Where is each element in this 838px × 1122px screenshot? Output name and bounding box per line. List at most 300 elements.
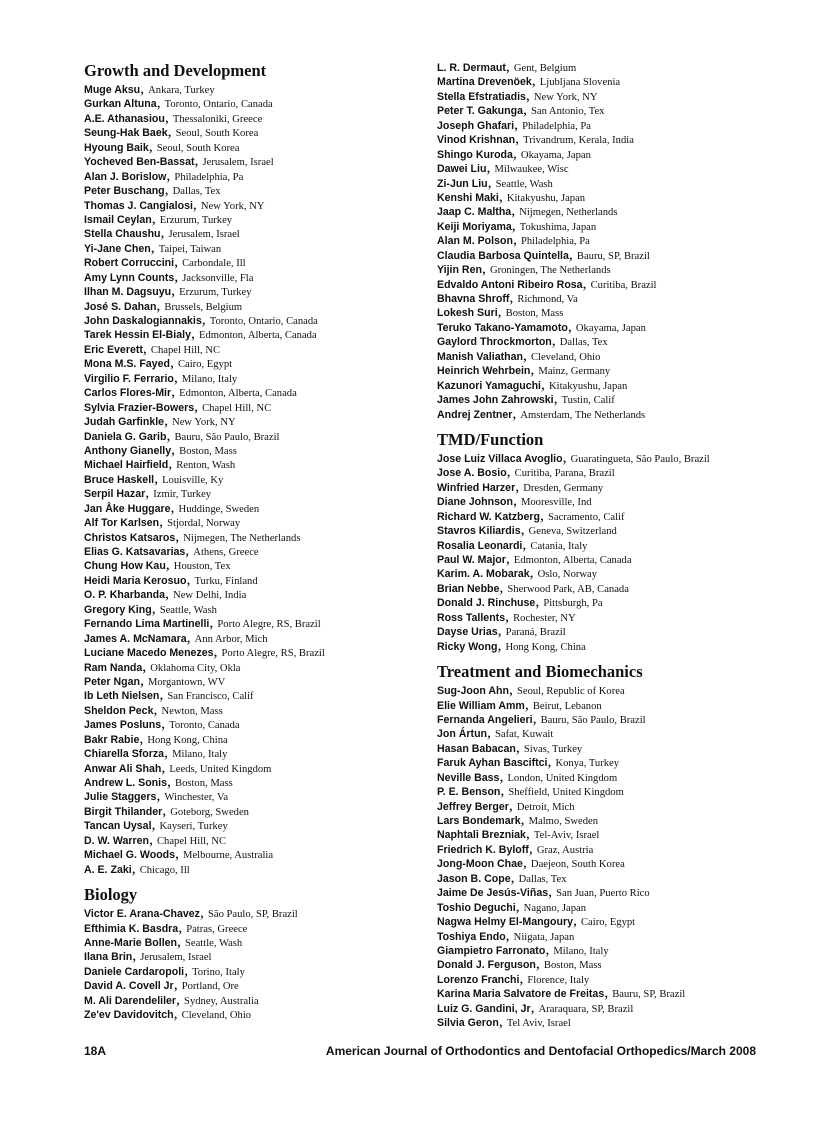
reviewer-location: Sacramento, Calif [548, 511, 625, 523]
reviewer-location: Toronto, Ontario, Canada [164, 99, 273, 111]
reviewer-entry: Jeffrey Berger, Detroit, Mich [437, 796, 575, 814]
reviewer-entry: Elie William Amm, Beirut, Lebanon [437, 695, 602, 713]
reviewer-name: Faruk Ayhan Basciftci [437, 757, 548, 770]
reviewer-entry: David A. Covell Jr, Portland, Ore [84, 976, 239, 994]
reviewer-name: Anthony Gianelly [84, 444, 172, 457]
reviewer-location: Detroit, Mich [516, 801, 575, 813]
reviewer-name: Teruko Takano-Yamamoto [437, 321, 568, 334]
reviewer-location: Milano, Italy [553, 945, 609, 957]
reviewer-location: Seattle, Wash [159, 604, 217, 616]
reviewer-name: Gaylord Throckmorton [437, 336, 552, 349]
reviewer-entry: A.E. Athanasiou, Thessaloniki, Greece [84, 108, 263, 126]
reviewer-name: Fernanda Angelieri [437, 713, 533, 726]
reviewer-name: Chiarella Sforza [84, 748, 165, 761]
reviewer-location: Melbourne, Australia [183, 850, 274, 862]
section-heading: Treatment and Biomechanics [437, 662, 643, 682]
reviewer-entry: Heidi Maria Kerosuo, Turku, Finland [84, 570, 258, 588]
reviewer-location: Bauru, São Paulo, Brazil [174, 431, 280, 443]
reviewer-name: Stella Chaushu [84, 228, 161, 241]
reviewer-location: Sivas, Turkey [523, 743, 583, 755]
reviewer-name: Richard W. Katzberg [437, 510, 541, 523]
reviewer-location: Boston, Mass [175, 778, 233, 789]
reviewer-name: Christos Katsaros [84, 531, 176, 544]
reviewer-name: Tancan Uysal [84, 820, 152, 833]
reviewer-name: Bakr Rabie [84, 733, 140, 746]
reviewer-location: Newton, Mass [161, 705, 223, 717]
reviewer-name: Edvaldo Antoni Ribeiro Rosa [437, 278, 583, 291]
reviewer-name: James John Zahrowski [437, 394, 554, 407]
reviewer-location: Renton, Wash [176, 460, 236, 472]
reviewer-name: O. P. Kharbanda [84, 589, 166, 602]
reviewer-entry: Winfried Harzer, Dresden, Germany [437, 477, 604, 495]
reviewer-entry: Jose A. Bosio, Curitiba, Parana, Brazil [437, 463, 615, 481]
reviewer-name: Silvia Geron [437, 1017, 499, 1030]
reviewer-location: Stjordal, Norway [167, 518, 241, 530]
reviewer-entry: Sylvia Frazier-Bowers, Chapel Hill, NC [84, 397, 272, 415]
reviewer-entry: Muge Aksu, Ankara, Turkey [84, 80, 215, 97]
reviewer-location: Okayama, Japan [520, 149, 591, 161]
reviewer-location: Jacksonville, Fla [182, 272, 254, 284]
reviewer-name: Victor E. Arana-Chavez [84, 908, 200, 921]
reviewer-entry: Julie Staggers, Winchester, Va [84, 787, 229, 805]
reviewer-location: Curitiba, Parana, Brazil [514, 468, 615, 480]
reviewer-location: Erzurum, Turkey [179, 287, 252, 299]
reviewer-entry: Alf Tor Karlsen, Stjordal, Norway [84, 513, 241, 531]
reviewer-entry: Lars Bondemark, Malmo, Sweden [437, 811, 599, 828]
reviewer-entry: Christos Katsaros, Nijmegen, The Netherlands [84, 527, 301, 545]
reviewer-entry: Andrew L. Sonis, Boston, Mass [84, 773, 233, 790]
reviewer-entry: Zi-Jun Liu, Seattle, Wash [437, 173, 553, 191]
reviewer-location: Chicago, Ill [139, 864, 190, 876]
section-continued [437, 60, 787, 421]
reviewer-name: M. Ali Darendeliler [84, 994, 177, 1007]
reviewer-entry: Sug-Joon Ahn, Seoul, Republic of Korea [437, 681, 625, 699]
reviewer-name: Jose Luiz Villaca Avoglio [437, 452, 563, 465]
reviewer-entry: Friedrich K. Byloff, Graz, Austria [437, 839, 594, 857]
reviewer-location: Daejeon, South Korea [530, 859, 625, 871]
reviewer-name: Stella Efstratiadis [437, 90, 526, 103]
reviewer-location: Brussels, Belgium [164, 301, 243, 313]
reviewer-name: Hyoung Baik [84, 141, 149, 154]
reviewer-location: Turku, Finland [194, 575, 258, 587]
reviewer-entry: Gregory King, Seattle, Wash [84, 599, 217, 617]
reviewer-entry: Jon Ártun, Safat, Kuwait [437, 724, 554, 742]
reviewer-location: Seoul, South Korea [156, 142, 240, 154]
reviewer-name: Jaap C. Maltha [437, 206, 512, 219]
reviewer-location: San Francisco, Calif [167, 691, 254, 703]
journal-citation: American Journal of Orthodontics and Dentofacial Orthopedics/March 2008 [325, 1044, 756, 1058]
reviewer-entry: Anwar Ali Shah, Leeds, United Kingdom [84, 758, 272, 776]
reviewer-location: Boston, Mass [505, 308, 564, 320]
reviewer-location: Nijmegen, The Netherlands [183, 532, 301, 544]
reviewer-entry: Karim. A. Mobarak, Oslo, Norway [437, 564, 598, 582]
reviewer-location: Oslo, Norway [537, 569, 598, 581]
reviewer-entry: A. E. Zaki, Chicago, Ill [84, 859, 190, 877]
reviewer-location: Boston, Mass [543, 960, 602, 972]
reviewer-name: Diane Johnson [437, 496, 513, 509]
reviewer-location: Porto Alegre, RS, Brazil [217, 619, 321, 631]
reviewer-entry: Hasan Babacan, Sivas, Turkey [437, 738, 583, 756]
reviewer-name: Jan Åke Huggare [84, 502, 171, 515]
reviewer-name: Dawei Liu [437, 163, 487, 176]
reviewer-location: Milano, Italy [172, 749, 228, 761]
reviewer-entry: Luiz G. Gandini, Jr, Araraquara, SP, Brazil [437, 998, 634, 1016]
reviewer-location: Houston, Tex [173, 561, 231, 573]
reviewer-location: Kitakyushu, Japan [549, 380, 628, 392]
reviewer-location: Athens, Greece [193, 547, 259, 558]
reviewer-entry: Chiarella Sforza, Milano, Italy [84, 744, 228, 762]
reviewer-entry: Peter Ngan, Morgantown, WV [84, 671, 226, 689]
reviewer-name: Sug-Joon Ahn [437, 685, 509, 698]
reviewer-name: Winfried Harzer [437, 481, 516, 494]
reviewer-location: Portland, Ore [181, 981, 239, 993]
reviewer-location: Patras, Greece [186, 923, 248, 935]
reviewer-name: Lokesh Suri [437, 307, 498, 320]
reviewer-name: Seung-Hak Baek [84, 127, 168, 140]
reviewer-name: John Daskalogiannakis [84, 315, 202, 327]
reviewer-entry: Luciane Macedo Menezes, Porto Alegre, RS, Brazil [84, 643, 325, 661]
reviewer-location: Niigata, Japan [513, 931, 575, 943]
reviewer-name: Julie Staggers [84, 791, 157, 804]
reviewer-entry: Ismail Ceylan, Erzurum, Turkey [84, 209, 233, 227]
reviewer-location: Chapel Hill, NC [156, 835, 227, 847]
reviewer-entry: Dayse Urias, Paraná, Brazil [437, 622, 566, 640]
reviewer-location: Bauru, SP, Brazil [612, 989, 686, 1001]
reviewer-location: Thessaloniki, Greece [172, 113, 263, 125]
reviewer-location: Tel Aviv, Israel [506, 1018, 571, 1030]
reviewer-entry: Birgit Thilander, Goteborg, Sweden [84, 801, 249, 819]
reviewer-location: Philadelphia, Pa [174, 171, 244, 183]
reviewer-entry: Seung-Hak Baek, Seoul, South Korea [84, 123, 259, 141]
reviewer-entry: Stavros Kiliardis, Geneva, Switzerland [437, 521, 617, 539]
reviewer-entry: Donald J. Ferguson, Boston, Mass [437, 955, 602, 973]
reviewer-name: Dayse Urias [437, 626, 498, 639]
reviewer-location: Toronto, Canada [169, 720, 240, 732]
reviewer-entry: Michael G. Woods, Melbourne, Australia [84, 845, 274, 863]
reviewer-location: Cairo, Egypt [580, 917, 636, 929]
reviewer-location: Kitakyushu, Japan [506, 192, 586, 204]
reviewer-location: Dallas, Tex [172, 186, 221, 198]
reviewer-entry: Virgilio F. Ferrario, Milano, Italy [84, 368, 238, 386]
left-column [84, 60, 424, 1022]
reviewer-entry: Yijin Ren, Groningen, The Netherlands [437, 260, 611, 278]
reviewer-entry: Ilana Brin, Jerusalem, Israel [84, 947, 212, 965]
reviewer-location: Leeds, United Kingdom [169, 763, 272, 775]
reviewer-location: Konya, Turkey [555, 758, 620, 770]
reviewer-entry: Fernando Lima Martinelli, Porto Alegre, RS, Brazil [84, 614, 321, 632]
reviewer-name: Daniele Cardaropoli [84, 965, 185, 978]
reviewer-name: Jeffrey Berger [437, 800, 509, 813]
reviewer-location: Guaratingueta, São Paulo, Brazil [570, 453, 710, 465]
reviewer-entry: Ram Nanda, Oklahoma City, Okla [84, 657, 241, 675]
reviewer-name: Ismail Ceylan [84, 213, 152, 226]
reviewer-location: Boston, Mass [179, 445, 237, 457]
reviewer-entry: Diane Johnson, Mooresville, Ind [437, 492, 592, 510]
reviewer-location: Winchester, Va [164, 792, 229, 804]
reviewer-name: Eric Everett [84, 343, 143, 356]
reviewer-name: L. R. Dermaut [437, 62, 506, 74]
reviewer-location: Erzurum, Turkey [159, 214, 233, 226]
reviewer-name: Anne-Marie Bollen [84, 936, 178, 949]
reviewer-name: Ricky Wong [437, 640, 498, 653]
reviewer-location: Rochester, NY [513, 612, 576, 624]
reviewer-entry: Anthony Gianelly, Boston, Mass [84, 440, 237, 458]
reviewer-name: Lars Bondemark [437, 815, 521, 827]
reviewer-location: Seattle, Wash [495, 178, 553, 190]
reviewer-name: Keiji Moriyama [437, 220, 512, 233]
reviewer-name: Tarek Hessin El-Bialy [84, 329, 191, 342]
reviewer-name: A. E. Zaki [84, 863, 132, 876]
reviewer-entry: Donald J. Rinchuse, Pittsburgh, Pa [437, 593, 603, 611]
reviewer-name: Birgit Thilander [84, 805, 163, 818]
reviewer-name: Sheldon Peck [84, 704, 154, 717]
reviewer-name: Gregory King [84, 603, 152, 616]
reviewer-location: Tustin, Calif [561, 395, 615, 407]
reviewer-location: Nagano, Japan [523, 902, 587, 914]
reviewer-location: Sherwood Park, AB, Canada [507, 583, 629, 595]
reviewer-name: Stavros Kiliardis [437, 525, 521, 538]
reviewer-name: Gurkan Altuna [84, 98, 157, 111]
reviewer-name: Neville Bass [437, 771, 500, 784]
reviewer-name: Donald J. Ferguson [437, 959, 536, 972]
reviewer-location: Toronto, Ontario, Canada [209, 316, 318, 327]
page-footer [84, 1044, 756, 1062]
reviewer-location: London, United Kingdom [507, 772, 618, 784]
reviewer-entry: Joseph Ghafari, Philadelphia, Pa [437, 115, 591, 133]
reviewer-location: Trivandrum, Kerala, India [523, 135, 634, 147]
reviewer-entry: Michael Hairfield, Renton, Wash [84, 455, 236, 473]
reviewer-location: Philadelphia, Pa [522, 120, 591, 132]
reviewer-name: Nagwa Helmy El-Mangoury [437, 916, 573, 929]
reviewer-entry: Ze'ev Davidovitch, Cleveland, Ohio [84, 1005, 252, 1023]
right-column [437, 60, 787, 1030]
reviewer-location: Groningen, The Netherlands [489, 265, 611, 277]
reviewer-name: Yi-Jane Chen [84, 242, 151, 255]
reviewer-location: San Juan, Puerto Rico [556, 888, 650, 900]
reviewer-entry: Peter Buschang, Dallas, Tex [84, 181, 221, 199]
reviewer-entry: James John Zahrowski, Tustin, Calif [437, 390, 615, 408]
reviewer-entry: Jaap C. Maltha, Nijmegen, Netherlands [437, 202, 618, 220]
reviewer-name: Luciane Macedo Menezes [84, 647, 214, 660]
reviewer-location: Graz, Austria [536, 844, 594, 856]
reviewer-location: Safat, Kuwait [495, 729, 554, 741]
reviewer-name: Chung How Kau [84, 560, 166, 573]
reviewer-location: Tokushima, Japan [519, 221, 597, 233]
reviewer-location: Seattle, Wash [185, 937, 243, 949]
reviewer-location: Milwaukee, Wisc [494, 164, 569, 176]
reviewer-entry: Naphtali Brezniak, Tel-Aviv, Israel [437, 825, 600, 843]
reviewer-location: Araraquara, SP, Brazil [538, 1003, 634, 1015]
reviewer-entry: Daniela G. Garib, Bauru, São Paulo, Brazil [84, 426, 280, 444]
reviewer-entry: Ib Leth Nielsen, San Francisco, Calif [84, 686, 254, 704]
reviewer-entry: Ricky Wong, Hong Kong, China [437, 636, 586, 654]
reviewer-location: Bauru, SP, Brazil [576, 250, 650, 262]
reviewer-location: Paraná, Brazil [505, 627, 566, 639]
reviewer-entry: Shingo Kuroda, Okayama, Japan [437, 144, 591, 162]
reviewer-name: Alf Tor Karlsen [84, 517, 160, 530]
reviewer-name: James A. McNamara [84, 632, 187, 645]
reviewer-entry: James A. McNamara, Ann Arbor, Mich [84, 628, 268, 646]
reviewer-name: Mona M.S. Fayed [84, 358, 170, 371]
reviewer-location: Florence, Italy [527, 974, 590, 986]
section-heading: Growth and Development [84, 61, 267, 80]
reviewer-name: Vinod Krishnan [437, 134, 516, 147]
reviewer-entry: Gurkan Altuna, Toronto, Ontario, Canada [84, 94, 273, 112]
reviewer-entry: Yocheved Ben-Bassat, Jerusalem, Israel [84, 152, 274, 170]
reviewer-name: Amy Lynn Counts [84, 271, 175, 284]
reviewer-location: New Delhi, India [173, 590, 247, 602]
section-tmd-function [437, 429, 787, 653]
reviewer-location: Sheffield, United Kingdom [508, 787, 624, 799]
reviewer-entry: Faruk Ayhan Basciftci, Konya, Turkey [437, 753, 620, 771]
reviewer-entry: Alan M. Polson, Philadelphia, Pa [437, 231, 590, 249]
reviewer-location: Geneva, Switzerland [528, 526, 617, 538]
reviewer-name: Luiz G. Gandini, Jr [437, 1002, 531, 1015]
reviewer-name: Shingo Kuroda [437, 148, 513, 161]
reviewer-name: Thomas J. Cangialosi [84, 199, 193, 212]
reviewer-name: Alan M. Polson [437, 235, 513, 248]
reviewer-entry: Brian Nebbe, Sherwood Park, AB, Canada [437, 578, 629, 596]
reviewer-entry: Jong-Moon Chae, Daejeon, South Korea [437, 854, 625, 872]
reviewer-name: Hasan Babacan [437, 742, 516, 755]
reviewer-entry: Efthimia K. Basdra, Patras, Greece [84, 918, 248, 936]
reviewer-name: Ilhan M. Dagsuyu [84, 286, 172, 299]
reviewer-name: Rosalia Leonardi [437, 539, 523, 552]
reviewer-name: Sylvia Frazier-Bowers [84, 401, 195, 414]
reviewer-name: Toshiya Endo [437, 930, 506, 943]
reviewer-entry: Keiji Moriyama, Tokushima, Japan [437, 216, 597, 234]
reviewer-entry: Claudia Barbosa Quintella, Bauru, SP, Brazil [437, 245, 650, 263]
reviewer-entry: P. E. Benson, Sheffield, United Kingdom [437, 782, 624, 800]
reviewer-name: Anwar Ali Shah [84, 762, 162, 775]
reviewer-location: Louisville, Ky [162, 474, 224, 486]
reviewer-entry: Anne-Marie Bollen, Seattle, Wash [84, 932, 243, 950]
section-growth-and-development [84, 60, 424, 876]
reviewer-entry: Kazunori Yamaguchi, Kitakyushu, Japan [437, 375, 628, 393]
reviewer-entry: Bakr Rabie, Hong Kong, China [84, 729, 228, 747]
reviewer-entry: Thomas J. Cangialosi, New York, NY [84, 195, 265, 213]
reviewer-entry: Victor E. Arana-Chavez, São Paulo, SP, Brazil [84, 904, 298, 922]
reviewer-entry: Stella Chaushu, Jerusalem, Israel [84, 224, 240, 242]
reviewer-entry: Paul W. Major, Edmonton, Alberta, Canada [437, 550, 632, 567]
reviewer-name: Elias G. Katsavarias [84, 546, 186, 558]
reviewer-entry: Teruko Takano-Yamamoto, Okayama, Japan [437, 317, 646, 335]
reviewer-location: Carbondale, Ill [182, 258, 246, 270]
reviewer-name: Peter Ngan [84, 675, 140, 688]
reviewer-name: Serpil Hazar [84, 488, 146, 501]
reviewer-location: Malmo, Sweden [528, 816, 599, 827]
reviewer-name: Bhavna Shroff [437, 293, 510, 305]
reviewer-entry: Ilhan M. Dagsuyu, Erzurum, Turkey [84, 282, 252, 300]
reviewer-location: New York, NY [172, 417, 236, 429]
reviewer-entry: Silvia Geron, Tel Aviv, Israel [437, 1013, 571, 1031]
reviewer-name: Muge Aksu [84, 84, 141, 96]
reviewer-location: Cleveland, Ohio [530, 351, 601, 363]
reviewer-name: Andrew L. Sonis [84, 777, 167, 789]
reviewer-name: Ram Nanda [84, 661, 143, 674]
reviewer-entry: Manish Valiathan, Cleveland, Ohio [437, 346, 601, 364]
reviewer-entry: Ross Tallents, Rochester, NY [437, 607, 576, 625]
reviewer-name: Alan J. Borislow [84, 170, 167, 183]
reviewer-entry: Jaime De Jesús-Viñas, San Juan, Puerto Rico [437, 883, 650, 901]
reviewer-name: Judah Garfinkle [84, 416, 165, 429]
page-number: 18A [84, 1044, 107, 1058]
reviewer-name: Michael Hairfield [84, 459, 169, 472]
reviewer-entry: Toshiya Endo, Niigata, Japan [437, 926, 575, 944]
reviewer-name: D. W. Warren [84, 834, 149, 847]
reviewer-location: Philadelphia, Pa [520, 236, 590, 248]
reviewer-location: Seoul, Republic of Korea [516, 686, 625, 698]
reviewer-name: Manish Valiathan [437, 350, 523, 363]
reviewer-location: Seoul, South Korea [175, 128, 259, 140]
reviewer-entry: Bhavna Shroff, Richmond, Va [437, 289, 578, 306]
reviewer-location: Gent, Belgium [513, 63, 577, 74]
reviewer-location: Mainz, Germany [538, 366, 611, 378]
reviewer-entry: Jason B. Cope, Dallas, Tex [437, 868, 567, 886]
reviewer-location: New York, NY [533, 91, 598, 103]
reviewer-entry: Jose Luiz Villaca Avoglio, Guaratingueta, São Paulo, Brazil [437, 448, 710, 466]
reviewer-name: Heidi Maria Kerosuo [84, 574, 187, 587]
reviewer-name: P. E. Benson [437, 786, 501, 799]
reviewer-entry: Judah Garfinkle, New York, NY [84, 412, 236, 430]
reviewer-name: Efthimia K. Basdra [84, 922, 179, 935]
reviewer-location: Taipei, Taiwan [158, 243, 222, 255]
reviewer-location: Dresden, Germany [523, 482, 604, 494]
reviewer-entry: Mona M.S. Fayed, Cairo, Egypt [84, 354, 233, 372]
reviewer-name: Karim. A. Mobarak [437, 568, 530, 581]
reviewer-name: Kazunori Yamaguchi [437, 379, 542, 392]
reviewer-entry: Neville Bass, London, United Kingdom [437, 767, 618, 785]
reviewer-name: Ib Leth Nielsen [84, 690, 160, 703]
reviewer-location: Cairo, Egypt [177, 359, 233, 371]
reviewer-name: Jon Ártun [437, 728, 488, 741]
reviewer-location: Dallas, Tex [518, 873, 567, 885]
reviewer-entry: Andrej Zentner, Amsterdam, The Netherlands [437, 404, 646, 422]
reviewer-location: Oklahoma City, Okla [150, 662, 241, 674]
reviewer-name: Yijin Ren [437, 264, 482, 277]
reviewer-name: Jong-Moon Chae [437, 858, 523, 871]
reviewer-entry: Dawei Liu, Milwaukee, Wisc [437, 159, 569, 177]
reviewer-entry: Alan J. Borislow, Philadelphia, Pa [84, 166, 244, 184]
reviewer-location: Edmonton, Alberta, Canada [179, 388, 297, 400]
reviewer-entry: Giampietro Farronato, Milano, Italy [437, 940, 609, 958]
reviewer-name: Jose A. Bosio [437, 467, 507, 480]
reviewer-location: São Paulo, SP, Brazil [207, 909, 298, 921]
reviewer-entry: John Daskalogiannakis, Toronto, Ontario, Canada [84, 311, 318, 328]
reviewer-location: Bauru, São Paulo, Brazil [540, 714, 646, 726]
reviewer-name: Claudia Barbosa Quintella [437, 249, 569, 262]
reviewer-entry: Hyoung Baik, Seoul, South Korea [84, 137, 240, 155]
reviewer-location: Pittsburgh, Pa [543, 598, 603, 610]
reviewer-entry: Carlos Flores-Mir, Edmonton, Alberta, Canada [84, 383, 297, 401]
reviewer-location: Edmonton, Alberta, Canada [513, 555, 632, 566]
reviewer-location: Amsterdam, The Netherlands [520, 409, 646, 421]
reviewer-location: Catania, Italy [530, 540, 588, 552]
reviewer-location: Goteborg, Sweden [170, 806, 249, 818]
reviewer-name: Heinrich Wehrbein [437, 365, 531, 378]
section-treatment-and-biomechanics [437, 661, 787, 1030]
reviewer-entry: Karina Maria Salvatore de Freitas, Bauru, SP, Brazil [437, 984, 686, 1002]
reviewer-entry: Rosalia Leonardi, Catania, Italy [437, 535, 588, 553]
reviewer-name: Michael G. Woods [84, 849, 176, 862]
reviewer-entry: Stella Efstratiadis, New York, NY [437, 86, 598, 104]
reviewer-entry: Toshio Deguchi, Nagano, Japan [437, 897, 587, 915]
reviewer-location: Milano, Italy [181, 373, 238, 385]
reviewer-name: James Posluns [84, 719, 162, 732]
reviewer-entry: Daniele Cardaropoli, Torino, Italy [84, 961, 245, 979]
reviewer-entry: Lokesh Suri, Boston, Mass [437, 303, 564, 321]
reviewer-entry: Fernanda Angelieri, Bauru, São Paulo, Brazil [437, 709, 646, 727]
